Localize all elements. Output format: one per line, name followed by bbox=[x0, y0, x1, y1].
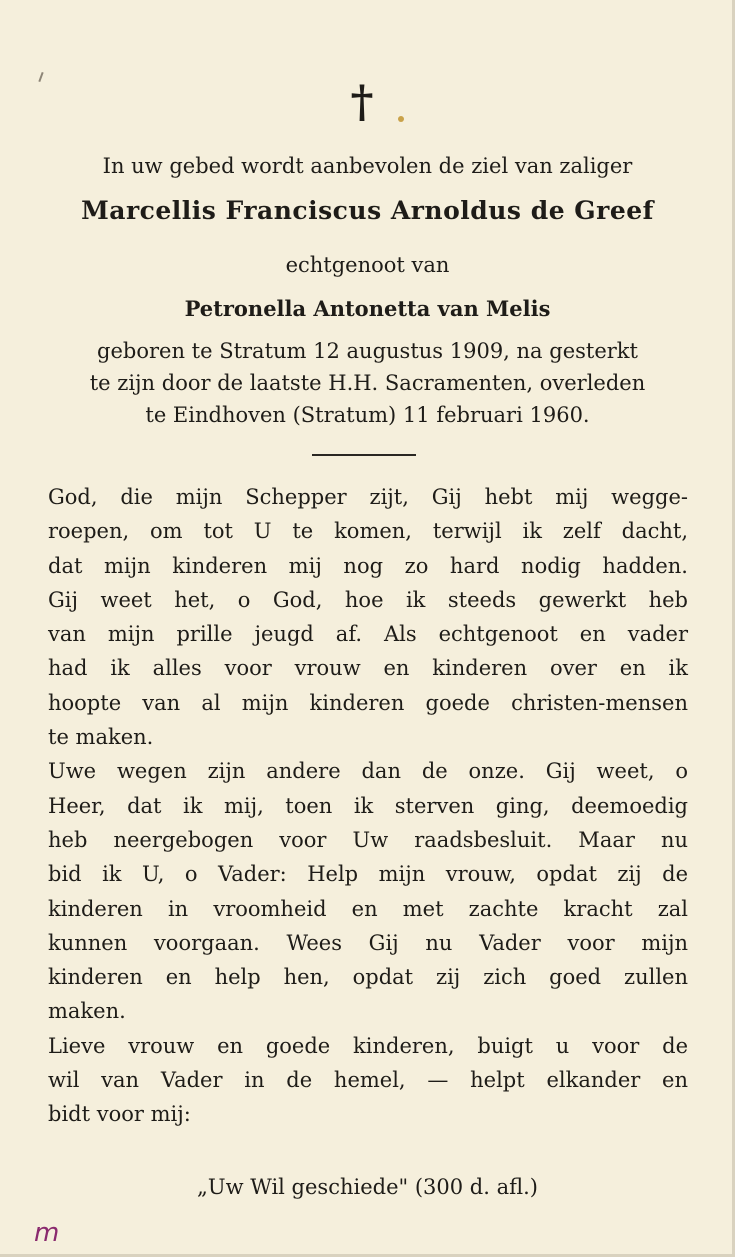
text-line: bidt voor mij: bbox=[48, 1102, 191, 1127]
text-line: dat mijn kinderen mij nog zo hard nodig hadden. bbox=[48, 553, 688, 578]
text-line: kinderen in vroomheid en met zachte kracht zal bbox=[48, 896, 688, 921]
text-line: hoopte van al mijn kinderen goede christen-mensen bbox=[48, 690, 688, 715]
text-line: wil van Vader in de hemel, — helpt elkander en bbox=[48, 1068, 688, 1093]
pencil-mark bbox=[38, 72, 43, 82]
intro-text: In uw gebed wordt aanbevolen de ziel van zaliger bbox=[102, 154, 633, 178]
relation-text: echtgenoot van bbox=[285, 253, 450, 277]
text-line: Gij weet het, o God, hoe ik steeds gewerkt heb bbox=[48, 587, 688, 612]
memorial-text bbox=[48, 480, 688, 1132]
details-line: geboren te Stratum 12 augustus 1909, na gesterkt bbox=[97, 339, 638, 363]
text-line: roepen, om tot U te komen, terwijl ik zelf dacht, bbox=[48, 519, 688, 544]
text-line: te maken. bbox=[48, 725, 154, 750]
handwritten-mark: m bbox=[34, 1218, 60, 1248]
divider bbox=[312, 454, 416, 456]
text-line: van mijn prille jeugd af. Als echtgenoot en vader bbox=[48, 622, 688, 647]
text-line: heb neergebogen voor Uw raadsbesluit. Maar nu bbox=[48, 827, 688, 852]
prayer-text: „Uw Wil geschiede" (300 d. afl.) bbox=[197, 1175, 538, 1199]
ink-dot bbox=[398, 116, 404, 122]
text-line: Uwe wegen zijn andere dan de onze. Gij weet, o bbox=[48, 759, 688, 784]
text-line: Heer, dat ik mij, toen ik sterven ging, deemoedig bbox=[48, 793, 688, 818]
text-line: had ik alles voor vrouw en kinderen over en ik bbox=[48, 656, 688, 681]
details-line: te Eindhoven (Stratum) 11 februari 1960. bbox=[145, 403, 590, 427]
cross-icon: † bbox=[350, 77, 374, 128]
text-line: kunnen voorgaan. Wees Gij nu Vader voor mijn bbox=[48, 930, 688, 955]
text-line: Lieve vrouw en goede kinderen, buigt u voor de bbox=[48, 1033, 688, 1058]
text-line: God, die mijn Schepper zijt, Gij hebt mij wegge- bbox=[48, 485, 688, 509]
details-line: te zijn door de laatste H.H. Sacramenten, overleden bbox=[89, 371, 646, 395]
deceased-name: Marcellis Franciscus Arnoldus de Greef bbox=[81, 196, 654, 225]
text-line: bid ik U, o Vader: Help mijn vrouw, opdat zij de bbox=[48, 862, 688, 887]
text-line: kinderen en help hen, opdat zij zich goed zullen bbox=[48, 965, 688, 990]
spouse-name: Petronella Antonetta van Melis bbox=[184, 296, 551, 321]
text-line: maken. bbox=[48, 999, 126, 1024]
